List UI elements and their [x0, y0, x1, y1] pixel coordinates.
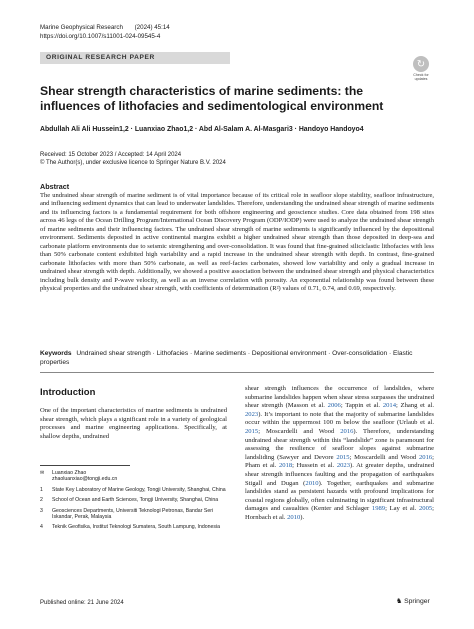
citation-link[interactable]: 2016	[340, 427, 354, 435]
affiliation	[40, 524, 230, 530]
footnote-rule	[40, 465, 130, 466]
corresponding-email[interactable]: zhaoluanxiao@tongji.edu.cn	[52, 476, 118, 483]
keywords	[40, 349, 434, 367]
body-text: ). Therefore, understanding undrained shear strength within this “landslide” zone is paramount for assessing the resilience of seafloor slopes against submarine landsliding (Sawyer and Devore	[245, 427, 434, 461]
abstract-body: The undrained shear strength of marine sediment is of vital importance because of its critical role in seafloor slope stability, seafloor infrastructure, and influencing sediment dynamics that can lead to underwater landslides. Therefore, understanding the undrained shear strength of marine sediments and its influencing factors is a fundamental requirement for both offshore engineering and geoscience studies. Core data obtained from 198 sites across 46 legs of the Ocean Drilling Program/International Ocean Discovery Program (ODP/IODP) were used to analyze the undrained shear strength of marine sediments and their influencing factors. The undrained shear strength of marine sediments is significantly influenced by the depositional environment. Sediments deposited in active continental margins exhibit a higher undrained shear strength than those deposited in deep-sea and carbonate platform environments due to seismic strengthening and over-consolidation. It was found that fine-grained siliciclastic lithofacies with less than 50% carbonate content exhibited high variability and a rapid increase in the undrained shear strength with depth. In contrast, fine-grained carbonate lithofacies with more than 50% carbonate, as well as reef-facies carbonates, showed low variability and only a gradual increase in undrained shear strength with depth. Additionally, we showed a positive association between the undrained shear strength and physical characteristics including bulk density and P-wave velocity, as well as an inverse correlation with porosity. An exponential relationship was found between these physical properties and the undrained shear strength, with coefficients of determination (R²) values of 0.71, 0.74, and 0.69, respectively.	[40, 192, 434, 292]
body-text: ). At greater depths, undrained shear strength influences faulting and the propagation of earthquakes Stigall and Dugan (	[245, 462, 434, 487]
body-text: ; Tappin et al.	[340, 402, 383, 410]
divider	[40, 372, 434, 373]
article-title: Shear strength characteristics of marine sediments: the influences of lithofacies and sedimentological environment	[40, 84, 384, 113]
citation-link[interactable]: 2015	[245, 427, 259, 435]
body-text: ; Hornbach et al.	[245, 505, 435, 521]
doi-link[interactable]: https://doi.org/10.1007/s11001-024-09545-4	[40, 33, 161, 40]
corresponding-name: Luanxiao Zhao	[52, 470, 87, 476]
received-accepted: Received: 15 October 2023 / Accepted: 14 April 2024	[40, 152, 182, 158]
body-text: ; Zhang et al.	[396, 402, 434, 410]
affiliation	[40, 487, 230, 493]
affiliation-text: Geosciences Departments, Universiti Teknologi Petronas, Bandar Seri Iskandar, Perak, Malaysia	[52, 507, 214, 521]
intro-column-left: One of the important characteristics of marine sediments is undrained shear strength, which plays a significant role in a variety of geological processes and marine engineering applications. Specifically, at shallow depths, undrained	[40, 407, 227, 440]
article-type-badge: ORIGINAL RESEARCH PAPER	[40, 52, 230, 64]
citation-link[interactable]: 2010	[305, 479, 319, 487]
body-text: ; Moscardelli and Wood	[349, 453, 419, 461]
citation-link[interactable]: 2023	[245, 410, 259, 418]
footnotes	[40, 470, 230, 535]
check-for-updates[interactable]	[409, 56, 433, 81]
affiliation-text: State Key Laboratory of Marine Geology, Tongji University, Shanghai, China	[52, 486, 226, 493]
check-updates-icon: ↻	[413, 56, 429, 72]
author-list: Abdullah Ali Ali Hussein1,2 · Luanxiao Zhao1,2 · Abd Al-Salam A. Al-Masgari3 · Handoyo Handoyo4	[40, 126, 364, 133]
affiliation-text: School of Ocean and Earth Sciences, Tongji University, Shanghai, China	[52, 497, 219, 504]
citation-link[interactable]: 2014	[382, 402, 396, 410]
affiliation-text: Teknik Geofisika, Institut Teknologi Sumatera, South Lampung, Indonesia	[52, 524, 221, 531]
citation-link[interactable]: 2016	[418, 453, 433, 461]
intro-column-right	[245, 385, 434, 523]
body-text: ; Hussein et al.	[292, 462, 337, 470]
citation-link[interactable]: 2023	[336, 462, 350, 470]
citation-link[interactable]: 2006	[327, 402, 341, 410]
body-text: ; Lay et al.	[385, 505, 419, 513]
keywords-label: Keywords	[40, 350, 72, 357]
publisher-name: Springer	[404, 597, 430, 605]
citation-link[interactable]: 2018	[278, 462, 293, 470]
article-dates	[40, 151, 226, 167]
body-text: ). Together, earthquakes and submarine landslides stand as persistent hazards with profound implications for coastal regions globally, often culminating in significant infrastructural damages and casualties (Kenter and Schlager	[245, 479, 434, 513]
body-text: ; Moscardelli and Wood	[258, 427, 341, 435]
body-text: shear strength influences the occurrence of landslides, where submarine landslides happen when shear stress surpasses the undrained shear strength (Masson et al.	[245, 385, 434, 410]
abstract-heading: Abstract	[40, 182, 70, 191]
citation-link[interactable]: 2015	[336, 453, 350, 461]
journal-citation: (2024) 45:14	[134, 24, 170, 31]
publisher-logo	[396, 597, 430, 605]
envelope-icon: ✉	[40, 470, 45, 476]
affiliation-number: 3	[40, 507, 43, 514]
affiliation	[40, 497, 230, 503]
body-text: ). It’s important to note that the majority of submarine landslides occur within the uppermost 100 m below the seafloor (Urlaub et al.	[245, 410, 434, 427]
check-updates-label: Check for updates	[413, 73, 429, 82]
section-heading-introduction: Introduction	[40, 387, 96, 398]
affiliation	[40, 508, 230, 521]
citation-link[interactable]: 2005	[418, 505, 433, 513]
published-online: Published online: 21 June 2024	[40, 600, 124, 606]
journal-header	[40, 23, 180, 41]
citation-link[interactable]: 2010	[287, 513, 301, 521]
citation-link[interactable]: 1989	[371, 505, 386, 513]
journal-name: Marine Geophysical Research	[40, 24, 123, 31]
keywords-text: Undrained shear strength · Lithofacies · Marine sediments · Depositional environment · Over-consolidation · Elastic properties	[40, 350, 413, 366]
affiliation-number: 1	[40, 486, 43, 493]
springer-horse-icon: ♞	[396, 598, 403, 605]
body-text: ; Pham et al.	[245, 453, 434, 470]
body-text: ).	[300, 513, 305, 521]
affiliation-number: 4	[40, 524, 43, 531]
corresponding-author	[40, 470, 230, 483]
copyright: © The Author(s), under exclusive licence to Springer Nature B.V. 2024	[40, 160, 226, 166]
affiliation-number: 2	[40, 497, 43, 504]
